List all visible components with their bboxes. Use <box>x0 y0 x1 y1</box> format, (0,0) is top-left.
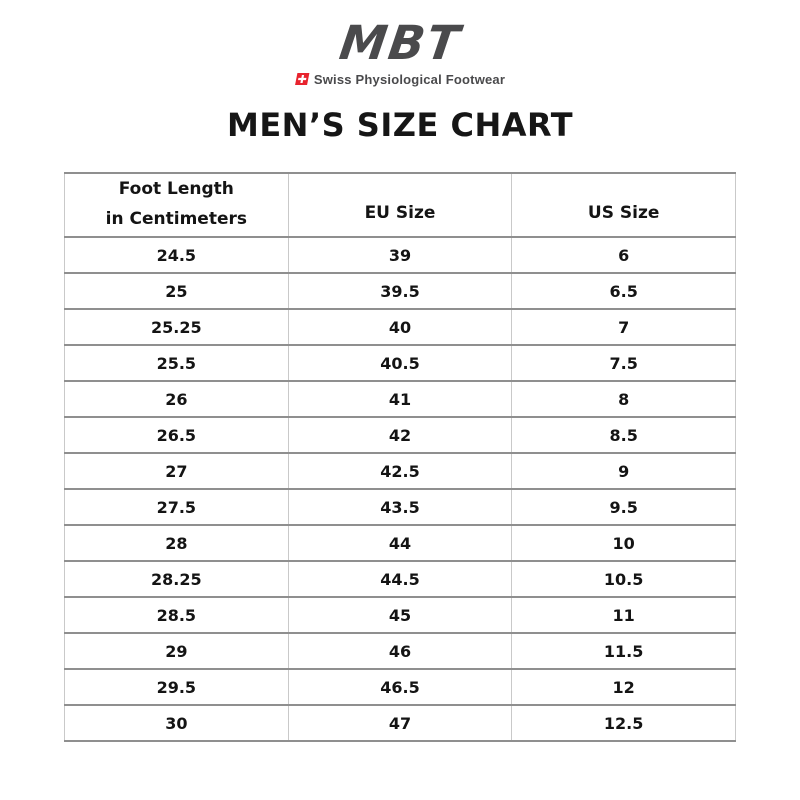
cell-foot-length-cm: 24.5 <box>65 237 289 273</box>
table-row <box>65 597 736 633</box>
table-row <box>65 705 736 741</box>
table-row <box>65 417 736 453</box>
cell-foot-length-cm: 28.25 <box>65 561 289 597</box>
table-row <box>65 489 736 525</box>
header-foot-length-line2: in Centimeters <box>105 209 247 229</box>
table-row <box>65 381 736 417</box>
cell-us-size: 9.5 <box>512 489 736 525</box>
cell-eu-size: 42.5 <box>288 453 512 489</box>
table-row <box>65 345 736 381</box>
header-foot-length-line1: Foot Length <box>118 179 234 200</box>
cell-foot-length-cm: 26 <box>65 381 289 417</box>
size-table-body <box>65 237 736 741</box>
swiss-flag-icon <box>295 70 310 89</box>
brand-tagline-row <box>0 70 800 89</box>
cell-eu-size: 44 <box>288 525 512 561</box>
cell-us-size: 12.5 <box>512 705 736 741</box>
cell-foot-length-cm: 25.25 <box>65 309 289 345</box>
cell-us-size: 11 <box>512 597 736 633</box>
cell-eu-size: 39.5 <box>288 273 512 309</box>
cell-us-size: 7.5 <box>512 345 736 381</box>
cell-eu-size: 43.5 <box>288 489 512 525</box>
cell-foot-length-cm: 28.5 <box>65 597 289 633</box>
cell-us-size: 8 <box>512 381 736 417</box>
table-row <box>65 633 736 669</box>
cell-foot-length-cm: 29 <box>65 633 289 669</box>
cell-us-size: 12 <box>512 669 736 705</box>
cell-foot-length-cm: 27 <box>65 453 289 489</box>
brand-wordmark: MBT <box>335 16 465 71</box>
table-row <box>65 237 736 273</box>
cell-us-size: 7 <box>512 309 736 345</box>
cell-eu-size: 47 <box>288 705 512 741</box>
table-row <box>65 453 736 489</box>
cell-us-size: 8.5 <box>512 417 736 453</box>
table-row <box>65 525 736 561</box>
cell-eu-size: 40 <box>288 309 512 345</box>
cell-foot-length-cm: 25.5 <box>65 345 289 381</box>
cell-eu-size: 46.5 <box>288 669 512 705</box>
page-title: MEN’S SIZE CHART <box>226 106 574 144</box>
cell-foot-length-cm: 26.5 <box>65 417 289 453</box>
cell-foot-length-cm: 25 <box>65 273 289 309</box>
cell-us-size: 6 <box>512 237 736 273</box>
cell-eu-size: 41 <box>288 381 512 417</box>
cell-us-size: 9 <box>512 453 736 489</box>
header-us-size: US Size <box>512 173 736 237</box>
cell-foot-length-cm: 27.5 <box>65 489 289 525</box>
cell-eu-size: 45 <box>288 597 512 633</box>
cell-eu-size: 42 <box>288 417 512 453</box>
cell-foot-length-cm: 29.5 <box>65 669 289 705</box>
brand-logo <box>0 0 800 89</box>
brand-tagline: Swiss Physiological Footwear <box>313 72 506 87</box>
cell-us-size: 6.5 <box>512 273 736 309</box>
header-row <box>65 173 736 237</box>
cell-eu-size: 44.5 <box>288 561 512 597</box>
header-eu-size: EU Size <box>288 173 512 237</box>
cell-foot-length-cm: 28 <box>65 525 289 561</box>
cell-eu-size: 40.5 <box>288 345 512 381</box>
cell-us-size: 10.5 <box>512 561 736 597</box>
cell-foot-length-cm: 30 <box>65 705 289 741</box>
size-table-header <box>65 173 736 237</box>
header-foot-length <box>65 173 289 237</box>
table-row <box>65 669 736 705</box>
table-row <box>65 309 736 345</box>
table-row <box>65 273 736 309</box>
cell-eu-size: 46 <box>288 633 512 669</box>
table-row <box>65 561 736 597</box>
cell-eu-size: 39 <box>288 237 512 273</box>
cell-us-size: 11.5 <box>512 633 736 669</box>
size-table <box>64 172 736 742</box>
cell-us-size: 10 <box>512 525 736 561</box>
